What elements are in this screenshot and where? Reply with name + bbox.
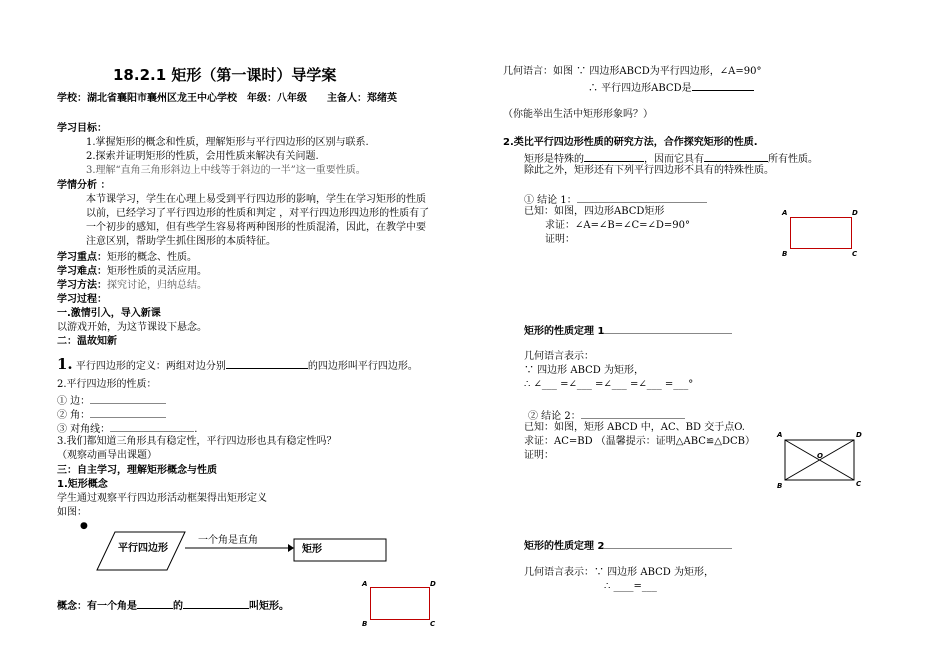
objective-item: 1.掌握矩形的概念和性质，理解矩形与平行四边形的区别与联系. [86, 137, 369, 148]
geo-language-2: ∴ 平行四边形ABCD是 [588, 80, 754, 95]
vertex-label: A [362, 580, 368, 588]
prop-edge: ① 边： [57, 393, 166, 408]
life-example: （你能举出生活中矩形形象吗？） [503, 109, 653, 120]
vertex-label: B [777, 482, 783, 490]
objectives-heading: 学习目标： [57, 123, 107, 134]
section2-heading: 二：温故知新 [57, 336, 117, 347]
vertex-label: C [856, 480, 862, 488]
arrow-label: 一个角是直角 [198, 535, 258, 546]
section3-heading: 三：自主学习，理解矩形概念与性质 [57, 465, 217, 476]
vertex-label: D [856, 431, 862, 439]
theorem-1-geo: 几何语言表示： [524, 351, 594, 362]
section1-text: 以游戏开始，为这节课设下悬念。 [57, 322, 207, 333]
conclusion-2-proof: 证明： [524, 450, 554, 461]
theorem-1-conclusion: ∴ ∠___ =∠___ =∠___ =∠___ =___° [524, 379, 694, 390]
question-3: 3.我们都知道三角形具有稳定性，平行四边形也具有稳定性吗？ [57, 436, 337, 447]
analysis-line: 注意区别，帮助学生抓住图形的本质特征。 [86, 236, 276, 247]
theorem-2-conclusion: ∴ ____=___ [604, 581, 657, 592]
question-1: 1. 平行四边形的定义：两组对边分别 的四边形叫平行四边形。 [57, 355, 418, 373]
theorem-2: 矩形的性质定理 2 [524, 538, 732, 553]
prop-diagonal: ③ 对角线： . [57, 421, 197, 436]
study-method: 学习方法：探究讨论，归纳总结。 [57, 280, 207, 291]
vertex-label: D [852, 209, 858, 217]
section2-right-heading: 2.类比平行四边形性质的研究方法，合作探究矩形的性质. [503, 137, 758, 148]
vertex-label: A [777, 431, 783, 439]
theorem-1: 矩形的性质定理 1 [524, 323, 732, 338]
question-2: 2.平行四边形的性质： [57, 379, 157, 390]
bullet: ● [80, 521, 88, 531]
conclusion-2-known: 已知：如图，矩形 ABCD 中，AC、BD 交于点O. [524, 422, 745, 433]
special-line: 矩形是特殊的 ，因而它具有 所有性质。 [524, 151, 818, 166]
geo-language-1: 几何语言：如图 ∵ 四边形ABCD为平行四边形，∠A=90° [503, 66, 762, 77]
objective-item: 3.理解“直角三角形斜边上中线等于斜边的一半”这一重要性质。 [86, 165, 366, 176]
besides-line: 除此之外，矩形还有下列平行四边形不具有的特殊性质。 [524, 165, 774, 176]
vertex-label: C [852, 250, 858, 258]
conclusion-2: ② 结论 2： [528, 408, 685, 423]
section3-text: 学生通过观察平行四边形活动框架得出矩形定义 [57, 493, 267, 504]
concept-line: 概念：有一个角是 的 叫矩形。 [57, 598, 289, 613]
conclusion-2-prove: 求证：AC=BD （温馨提示：证明△ABC≌△DCB） [524, 436, 755, 447]
prop-angle: ② 角： [57, 407, 166, 422]
question-3-note: （观察动画导出课题） [57, 450, 157, 461]
rectangle-label: 矩形 [302, 544, 322, 555]
page-title: 18.2.1 矩形（第一课时）导学案 [113, 66, 337, 84]
difficulty-point: 学习难点：矩形性质的灵活应用。 [57, 266, 207, 277]
process-heading: 学习过程： [57, 294, 107, 305]
school-line: 学校：湖北省襄阳市襄州区龙王中心学校 年级：八年级 主备人：郑绪英 [57, 93, 397, 104]
conclusion-1: ① 结论 1： [524, 192, 707, 207]
key-point: 学习重点：矩形的概念、性质。 [57, 252, 197, 263]
analysis-line: 本节课学习，学生在心理上易受到平行四边形的影响，学生在学习矩形的性质 [86, 194, 426, 205]
analysis-line: 以前，已经学习了平行四边形的性质和判定 ，对平行四边形四边形的性质有了 [86, 208, 430, 219]
conclusion-1-known: 已知：如图，四边形ABCD矩形 [524, 206, 665, 217]
figure-caption: 如图： [57, 507, 87, 518]
vertex-label: B [362, 620, 368, 628]
conclusion-1-proof: 证明： [545, 234, 575, 245]
vertex-label: A [782, 209, 788, 217]
theorem-2-given: 几何语言表示：∵ 四边形 ABCD 为矩形， [524, 567, 714, 578]
section3-sub: 1.矩形概念 [57, 479, 108, 490]
parallelogram-label: 平行四边形 [118, 543, 168, 554]
center-label: O [817, 452, 823, 460]
analysis-line: 一个初步的感知，但有些学生容易将两种图形的性质混淆，因此，在教学中要 [86, 222, 426, 233]
section1-heading: 一.激情引入，导入新课 [57, 308, 161, 319]
vertex-label: B [782, 250, 788, 258]
theorem-1-given: ∵ 四边形 ABCD 为矩形， [524, 365, 644, 376]
vertex-label: D [430, 580, 436, 588]
vertex-label: C [430, 620, 436, 628]
objective-item: 2.探索并证明矩形的性质，会用性质来解决有关问题. [86, 151, 319, 162]
analysis-heading: 学情分析 ： [57, 180, 111, 191]
conclusion-1-prove: 求证：∠A=∠B=∠C=∠D=90° [545, 220, 690, 231]
